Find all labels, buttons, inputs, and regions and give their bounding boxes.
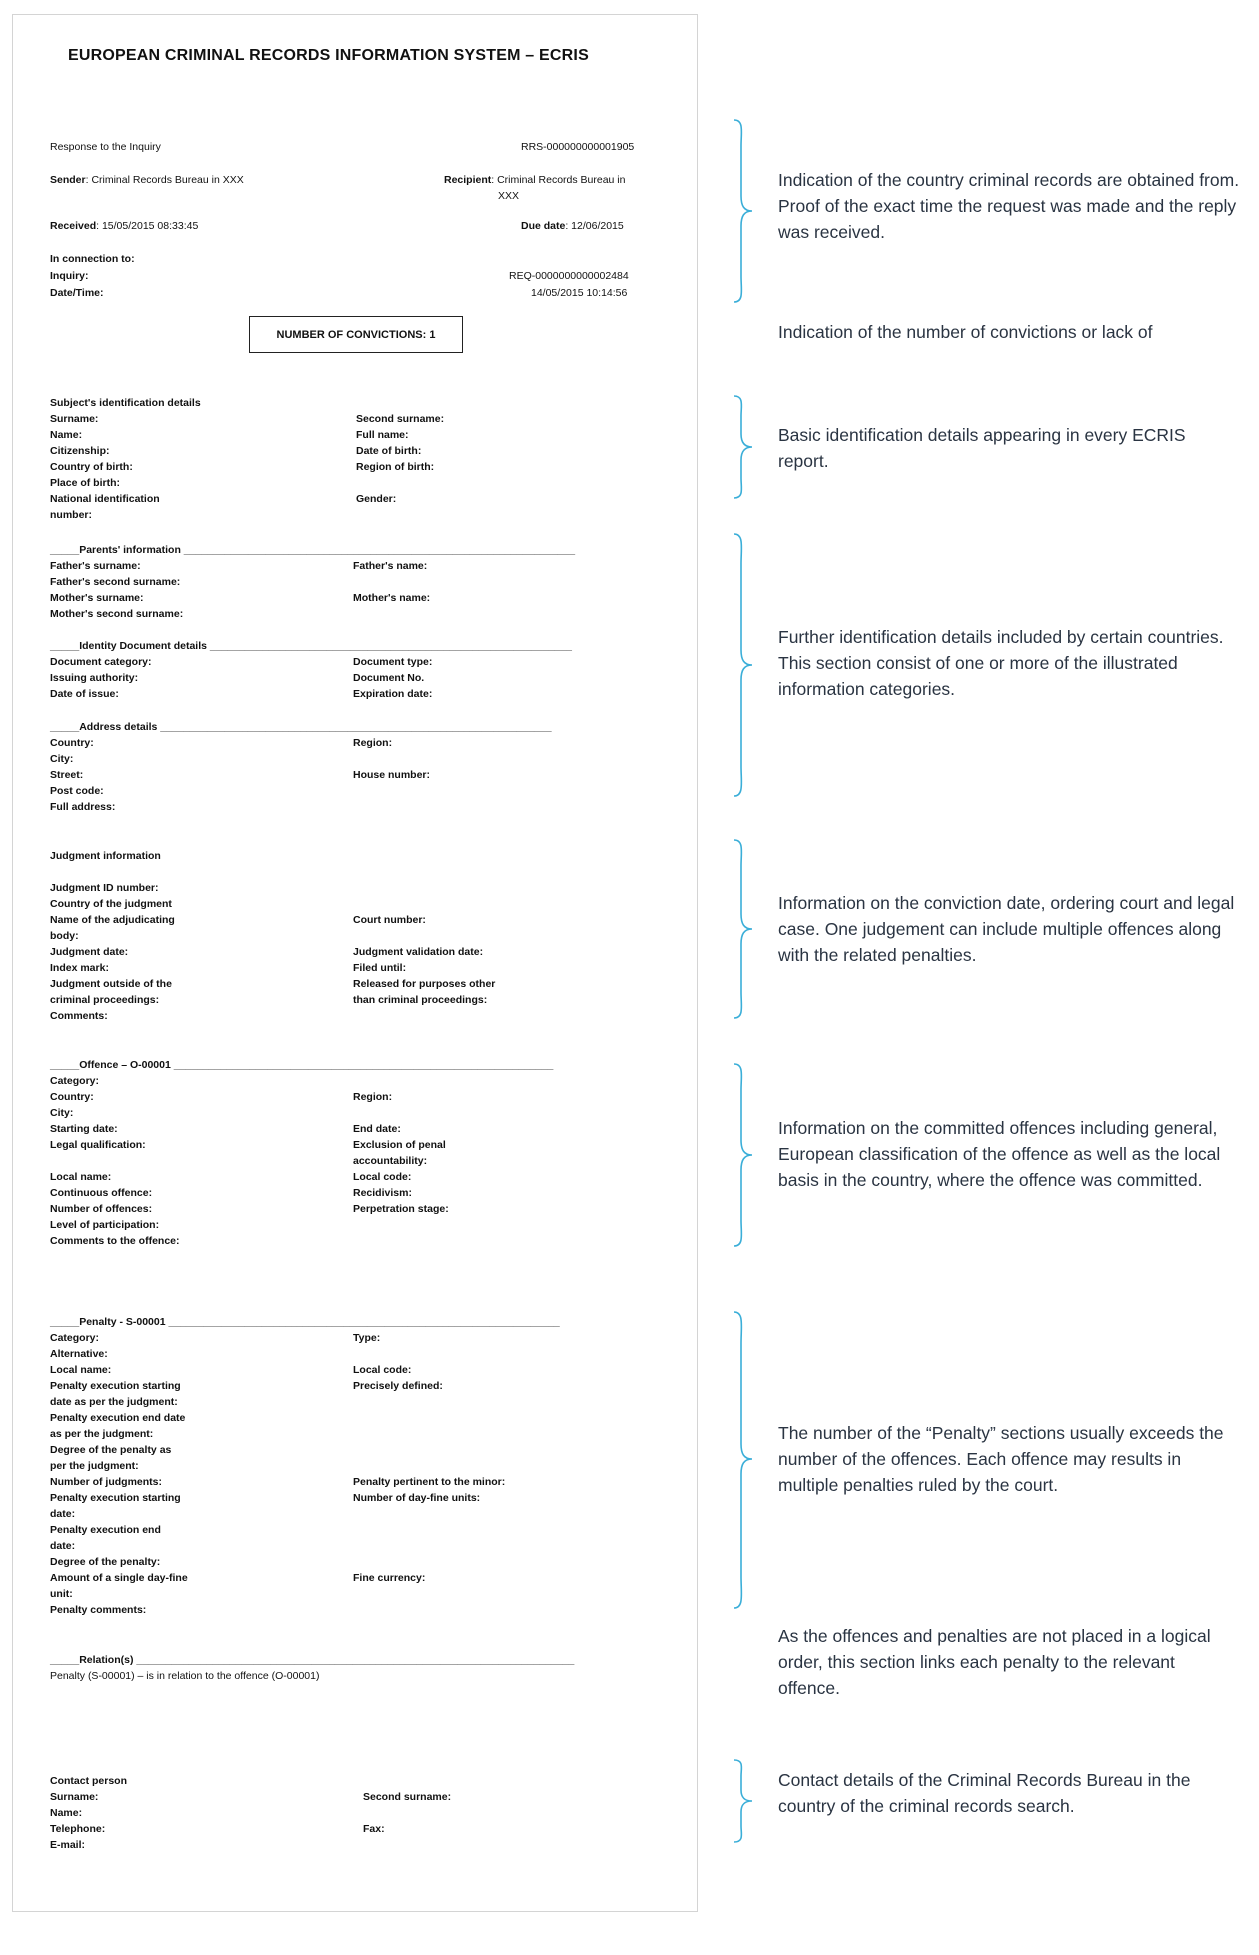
response-label: Response to the Inquiry — [50, 141, 161, 153]
penalty-field: Penalty execution end — [50, 1524, 161, 1536]
address-heading: _____Address details ___________________________________________________________________ — [50, 721, 552, 733]
offence-field: Category: — [50, 1075, 100, 1087]
penalty-field: date as per the judgment: — [50, 1396, 178, 1408]
identity-doc-field: Document No. — [353, 672, 425, 684]
penalty-field: Degree of the penalty: — [50, 1556, 161, 1568]
received-line — [50, 218, 198, 234]
offence-field: End date: — [353, 1123, 401, 1135]
contact-field: Name: — [50, 1807, 83, 1819]
sender-label: Sender — [50, 174, 86, 186]
penalty-field: Local name: — [50, 1364, 112, 1376]
offence-field: Number of offences: — [50, 1203, 153, 1215]
judgment-field: criminal proceedings: — [50, 994, 160, 1006]
penalty-field: Degree of the penalty as — [50, 1444, 172, 1456]
judgment-field: Judgment date: — [50, 946, 129, 958]
annotation-judgment: Information on the conviction date, ordering court and legal case. One judgement can include multiple offences along with the related penalties. — [778, 893, 1235, 965]
brace-identification — [732, 394, 756, 500]
report-title: EUROPEAN CRIMINAL RECORDS INFORMATION SYSTEM – ECRIS — [68, 47, 589, 64]
subject-field: Surname: — [50, 413, 99, 425]
identity-doc-field: Issuing authority: — [50, 672, 139, 684]
due-line — [521, 218, 624, 234]
penalty-field: Penalty comments: — [50, 1604, 147, 1616]
annotation-relation: As the offences and penalties are not placed in a logical order, this section links each penalty to the relevant offence. — [778, 1626, 1211, 1698]
contact-field: Second surname: — [363, 1791, 452, 1803]
offence-field: Local name: — [50, 1171, 112, 1183]
address-field: Country: — [50, 737, 94, 749]
brace-judgment — [732, 838, 756, 1020]
identity-doc-field: Expiration date: — [353, 688, 433, 700]
penalty-field: unit: — [50, 1588, 73, 1600]
subject-field: number: — [50, 509, 92, 521]
brace-offence — [732, 1062, 756, 1248]
recipient-value-2: XXX — [498, 190, 520, 202]
sender-line — [50, 172, 244, 188]
ecris-report-page — [12, 14, 698, 1912]
offence-field: Region: — [353, 1091, 393, 1103]
recipient-line — [444, 172, 625, 188]
offence-heading: _____Offence – O-00001 _________________________________________________________________ — [50, 1059, 554, 1071]
penalty-field: Alternative: — [50, 1348, 108, 1360]
received-label: Received — [50, 220, 97, 232]
contact-field: E-mail: — [50, 1839, 86, 1851]
subject-field: Second surname: — [356, 413, 445, 425]
inquiry-value: REQ-0000000000002484 — [509, 270, 629, 282]
parents-field: Father's surname: — [50, 560, 141, 572]
offence-field: Starting date: — [50, 1123, 118, 1135]
subject-field: Name: — [50, 429, 83, 441]
judgment-field: Filed until: — [353, 962, 407, 974]
subject-field: Full name: — [356, 429, 409, 441]
identity-doc-field: Document category: — [50, 656, 152, 668]
subject-field: National identification — [50, 493, 160, 505]
judgment-heading: Judgment information — [50, 850, 161, 862]
penalty-field: Type: — [353, 1332, 381, 1344]
inquiry-label: Inquiry: — [50, 270, 89, 282]
penalty-field: Local code: — [353, 1364, 412, 1376]
offence-field: Local code: — [353, 1171, 412, 1183]
offence-field: Recidivism: — [353, 1187, 412, 1199]
address-field: Full address: — [50, 801, 116, 813]
judgment-field: Judgment ID number: — [50, 882, 159, 894]
annotation-offence: Information on the committed offences including general, European classification of the offence as well as the local basis in the country, where the offence was committed. — [778, 1118, 1221, 1190]
identity-doc-field: Document type: — [353, 656, 433, 668]
offence-field: City: — [50, 1107, 74, 1119]
penalty-field: Penalty execution starting — [50, 1380, 181, 1392]
address-field: Street: — [50, 769, 84, 781]
penalty-heading: _____Penalty - S-00001 ___________________________________________________________________ — [50, 1316, 560, 1328]
datetime-value: 14/05/2015 10:14:56 — [531, 287, 628, 299]
contact-field: Telephone: — [50, 1823, 106, 1835]
judgment-field: Comments: — [50, 1010, 108, 1022]
address-field: Region: — [353, 737, 393, 749]
penalty-field: as per the judgment: — [50, 1428, 154, 1440]
offence-field: accountability: — [353, 1155, 428, 1167]
relation-text: Penalty (S-00001) – is in relation to the offence (O-00001) — [50, 1670, 320, 1682]
offence-field: Perpetration stage: — [353, 1203, 449, 1215]
address-field: Post code: — [50, 785, 104, 797]
penalty-field: Penalty execution end date — [50, 1412, 186, 1424]
number-of-convictions-box: NUMBER OF CONVICTIONS: 1 — [249, 316, 463, 353]
parents-heading: _____Parents' information ___________________________________________________________________ — [50, 544, 576, 556]
offence-field: Country: — [50, 1091, 94, 1103]
parents-field: Mother's surname: — [50, 592, 144, 604]
parents-field: Mother's second surname: — [50, 608, 184, 620]
offence-field: Continuous offence: — [50, 1187, 153, 1199]
received-value: : 15/05/2015 08:33:45 — [96, 220, 199, 232]
penalty-field: Penalty execution starting — [50, 1492, 181, 1504]
in-connection-label: In connection to: — [50, 253, 135, 265]
parents-field: Father's second surname: — [50, 576, 181, 588]
judgment-field: Judgment validation date: — [353, 946, 484, 958]
annotation-convictions: Indication of the number of convictions or lack of — [778, 322, 1153, 342]
sender-value: : Criminal Records Bureau in XXX — [85, 174, 244, 186]
recipient-label: Recipient — [444, 174, 492, 186]
due-label: Due date — [521, 220, 566, 232]
brace-header — [732, 118, 756, 304]
datetime-label: Date/Time: — [50, 287, 104, 299]
contact-field: Surname: — [50, 1791, 99, 1803]
penalty-field: Fine currency: — [353, 1572, 426, 1584]
parents-field: Father's name: — [353, 560, 428, 572]
annotation-identification: Basic identification details appearing in every ECRIS report. — [778, 425, 1186, 471]
annotation-header: Indication of the country criminal records are obtained from. Proof of the exact time the request was made and the reply was received. — [778, 170, 1240, 242]
penalty-field: date: — [50, 1508, 76, 1520]
judgment-field: body: — [50, 930, 79, 942]
subject-field: Date of birth: — [356, 445, 422, 457]
subject-heading: Subject's identification details — [50, 397, 201, 409]
penalty-field: Number of day-fine units: — [353, 1492, 481, 1504]
annotation-contact: Contact details of the Criminal Records Bureau in the country of the criminal records search. — [778, 1770, 1191, 1816]
penalty-field: Penalty pertinent to the minor: — [353, 1476, 506, 1488]
contact-heading: Contact person — [50, 1775, 128, 1787]
judgment-field: Released for purposes other — [353, 978, 496, 990]
brace-further-identification — [732, 532, 756, 798]
subject-field: Gender: — [356, 493, 397, 505]
judgment-field: Index mark: — [50, 962, 109, 974]
subject-field: Region of birth: — [356, 461, 435, 473]
brace-penalty — [732, 1310, 756, 1610]
offence-field: Comments to the offence: — [50, 1235, 180, 1247]
response-id: RRS-000000000001905 — [521, 141, 635, 153]
offence-field: Legal qualification: — [50, 1139, 146, 1151]
judgment-field: Court number: — [353, 914, 426, 926]
address-field: House number: — [353, 769, 431, 781]
penalty-field: Amount of a single day-fine — [50, 1572, 188, 1584]
subject-field: Place of birth: — [50, 477, 121, 489]
identity-doc-field: Date of issue: — [50, 688, 119, 700]
recipient-value: : Criminal Records Bureau in — [491, 174, 626, 186]
penalty-field: per the judgment: — [50, 1460, 139, 1472]
judgment-field: Judgment outside of the — [50, 978, 172, 990]
penalty-field: date: — [50, 1540, 76, 1552]
penalty-field: Number of judgments: — [50, 1476, 162, 1488]
brace-contact — [732, 1758, 756, 1844]
identity-doc-heading: _____Identity Document details ______________________________________________________________ — [50, 640, 572, 652]
judgment-field: Country of the judgment — [50, 898, 172, 910]
parents-field: Mother's name: — [353, 592, 431, 604]
offence-field: Exclusion of penal — [353, 1139, 446, 1151]
subject-field: Country of birth: — [50, 461, 133, 473]
due-value: : 12/06/2015 — [565, 220, 624, 232]
subject-field: Citizenship: — [50, 445, 110, 457]
penalty-field: Precisely defined: — [353, 1380, 443, 1392]
relation-heading: _____Relation(s) ___________________________________________________________________________ — [50, 1654, 575, 1666]
penalty-field: Category: — [50, 1332, 100, 1344]
judgment-field: than criminal proceedings: — [353, 994, 488, 1006]
contact-field: Fax: — [363, 1823, 385, 1835]
annotation-further-identification: Further identification details included by certain countries. This section consist of one or more of the illustrated information categories. — [778, 627, 1224, 699]
offence-field: Level of participation: — [50, 1219, 160, 1231]
judgment-field: Name of the adjudicating — [50, 914, 175, 926]
annotation-penalty: The number of the “Penalty” sections usually exceeds the number of the offences. Each offence may results in multiple penalties ruled by the court. — [778, 1423, 1224, 1495]
address-field: City: — [50, 753, 74, 765]
